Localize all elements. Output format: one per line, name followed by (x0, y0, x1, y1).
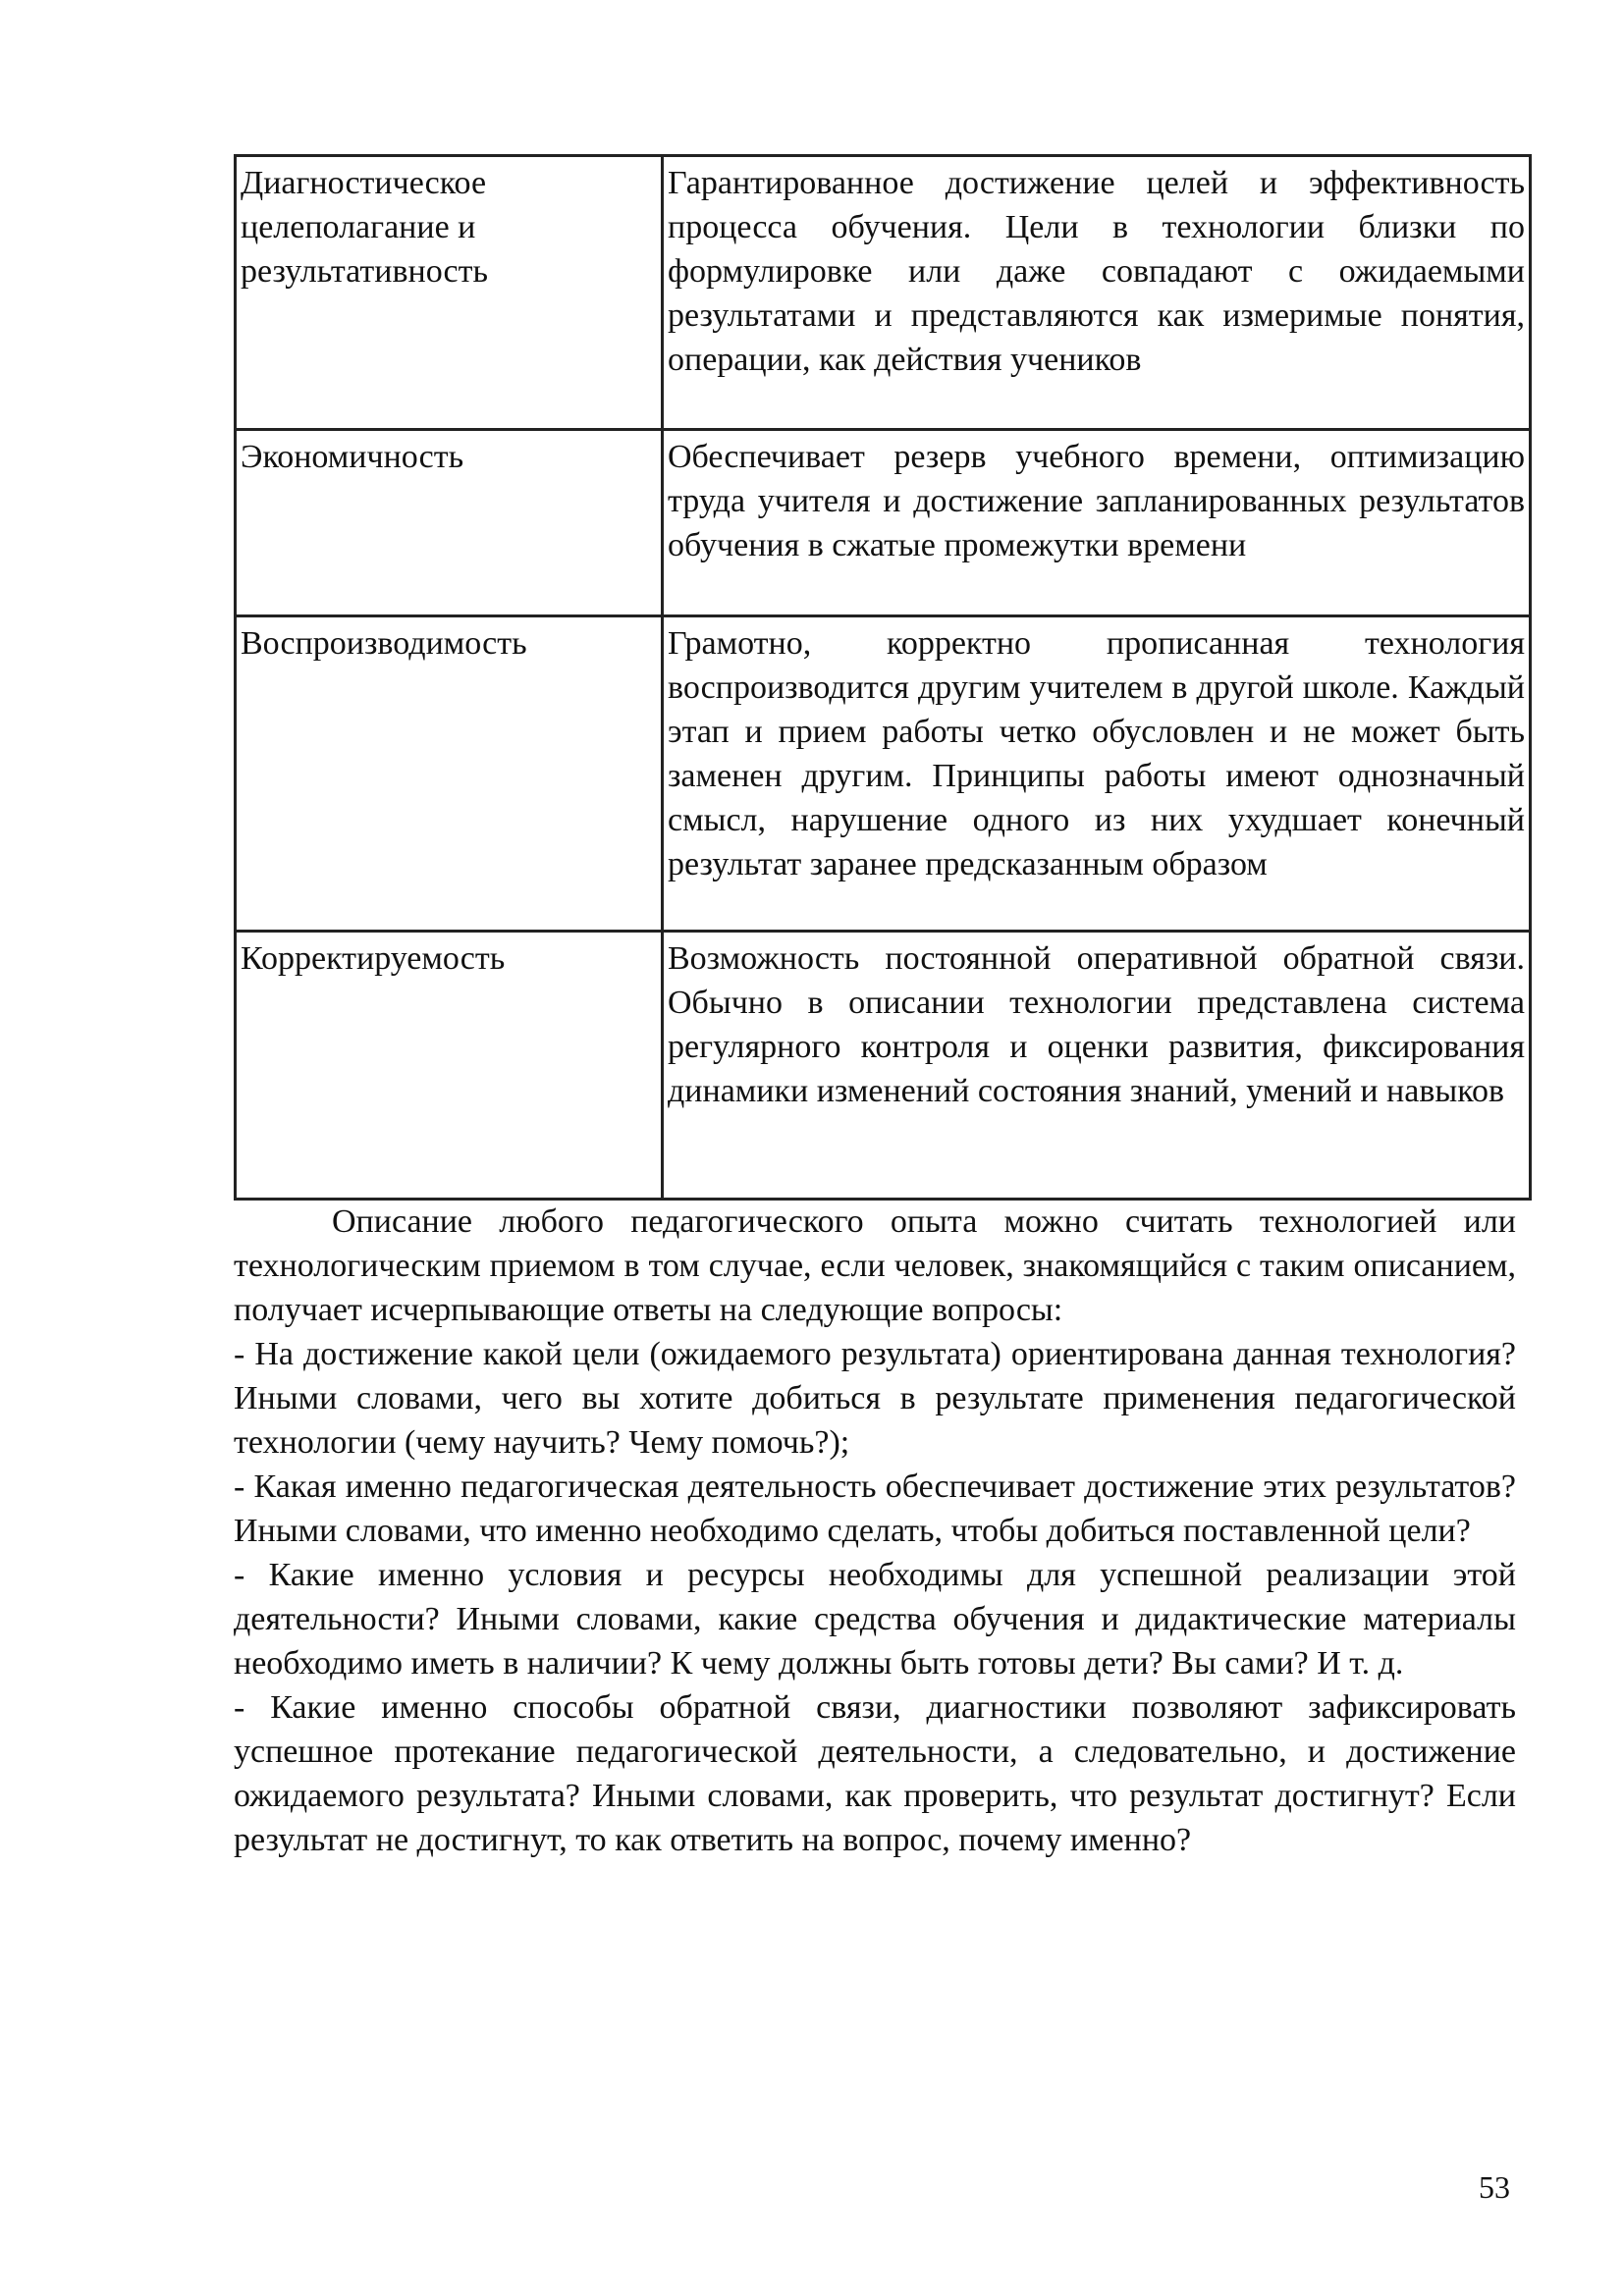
technology-properties-table (234, 154, 1532, 1201)
property-description: Обеспечивает резерв учебного времени, оптимизацию труда учителя и достижение запланированных результатов обучения в сжатые промежутки времени (663, 430, 1531, 616)
table-row (236, 932, 1531, 1200)
property-description: Возможность постоянной оперативной обратной связи. Обычно в описании технологии представлена система регулярного контроля и оценки развития, фиксирования динамики изменений состояния знаний, умений и навыков (663, 932, 1531, 1200)
table-row (236, 156, 1531, 430)
question-item: - Какая именно педагогическая деятельность обеспечивает достижение этих результатов? Иными словами, что именно необходимо сделать, чтобы добиться поставленной цели? (234, 1468, 1516, 1549)
property-description: Грамотно, корректно прописанная технология воспроизводится другим учителем в другой школе. Каждый этап и прием работы четко обусловлен и не может быть заменен другим. Принципы работы имеют однозначный смысл, нарушение одного из них ухудшает конечный результат заранее предсказанным образом (663, 616, 1531, 932)
table-row (236, 430, 1531, 616)
question-item: - На достижение какой цели (ожидаемого результата) ориентирована данная технология? Иными словами, чего вы хотите добиться в результате применения педагогической технологии (чему научить? Чему помочь?); (234, 1336, 1516, 1461)
table-row (236, 616, 1531, 932)
question-item: - Какие именно условия и ресурсы необходимы для успешной реализации этой деятельности? Иными словами, какие средства обучения и дидактические материалы необходимо иметь в наличии? К чему должны быть готовы дети? Вы сами? И т. д. (234, 1557, 1516, 1682)
question-item: - Какие именно способы обратной связи, диагностики позволяют зафиксировать успешное протекание педагогической деятельности, а следовательно, и достижение ожидаемого результата? Иными словами, как проверить, что результат достигнут? Если результат не достигнут, то как ответить на вопрос, почему именно? (234, 1689, 1516, 1858)
property-term: Воспроизводимость (236, 616, 663, 932)
property-term: Диагностическое целеполагание и результативность (236, 156, 663, 430)
body-text (234, 1200, 1516, 1862)
property-term: Корректируемость (236, 932, 663, 1200)
page-number: 53 (1479, 2169, 1510, 2205)
property-description: Гарантированное достижение целей и эффективность процесса обучения. Цели в технологии близки по формулировке или даже совпадают с ожидаемыми результатами и представляются как измеримые понятия, операции, как действия учеников (663, 156, 1531, 430)
intro-paragraph: Описание любого педагогического опыта можно считать технологией или технологическим приемом в том случае, если человек, знакомящийся с таким описанием, получает исчерпывающие ответы на следующие вопросы: (234, 1203, 1516, 1328)
property-term: Экономичность (236, 430, 663, 616)
